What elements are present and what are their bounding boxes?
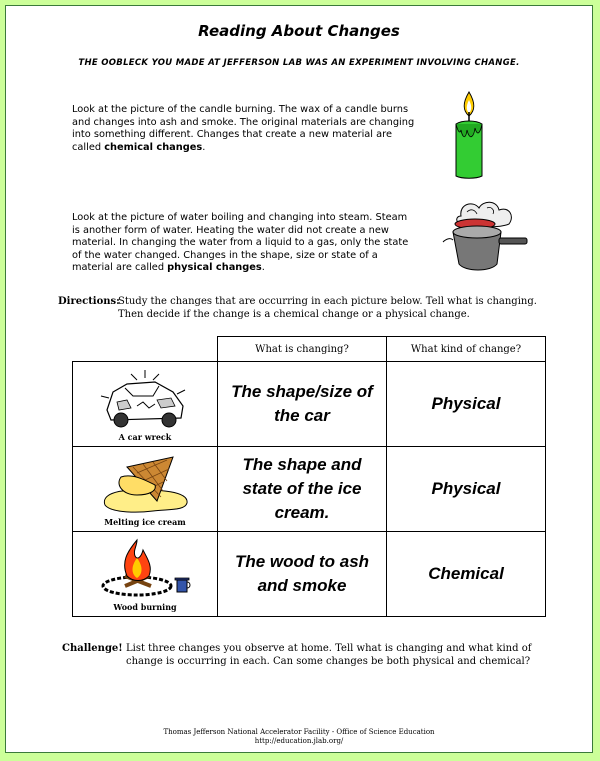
paragraph-physical-text: Look at the picture of water boiling and changing into steam. Steam is another form of water. Heating the water did not create a new material. In changing the water from a liquid to a gas, only the state of the water changed. Changes in the shape, size or state of a material are called (72, 212, 409, 273)
page-title: Reading About Changes (198, 22, 400, 40)
picture-caption: A car wreck (118, 432, 172, 442)
candle-icon (444, 90, 494, 180)
paragraph-chemical-end: . (202, 141, 206, 153)
what-is-changing-cell: The wood to ash and smoke (218, 532, 387, 617)
worksheet-page (5, 5, 593, 753)
footer-org: Thomas Jefferson National Accelerator Facility - Office of Science Education (163, 728, 435, 736)
picture-caption: Melting ice cream (104, 517, 186, 527)
campfire-icon (97, 536, 193, 600)
table-row (73, 447, 546, 532)
term-physical-changes: physical changes (167, 262, 262, 273)
melting-ice-cream-icon (97, 451, 193, 515)
footer-url[interactable]: http://education.jlab.org/ (254, 737, 344, 745)
kind-of-change-cell: Chemical (387, 532, 546, 617)
directions-label: Directions: (58, 296, 120, 307)
table-header-what: What is changing? (218, 337, 387, 362)
term-chemical-changes: chemical changes (104, 141, 203, 153)
table-row (73, 362, 546, 447)
paragraph-chemical-text: Look at the picture of the candle burning. The wax of a candle burns and changes into ash and smoke. The original materials are changing into something different. Changes that create a new material are called (72, 104, 415, 153)
what-is-changing-cell: The shape/size of the car (218, 362, 387, 447)
page-subtitle: THE OOBLECK YOU MADE AT JEFFERSON LAB WAS AN EXPERIMENT INVOLVING CHANGE. (78, 58, 520, 68)
table-row (73, 532, 546, 617)
car-wreck-icon (97, 366, 193, 430)
challenge-text: List three changes you observe at home. Tell what is changing and what kind of change is occurring in each. Can some changes be both physical and chemical? (126, 643, 532, 667)
table-header-kind: What kind of change? (387, 337, 546, 362)
paragraph-physical (72, 212, 417, 275)
picture-caption: Wood burning (113, 602, 177, 612)
kind-of-change-cell: Physical (387, 362, 546, 447)
directions-text: Study the changes that are occurring in each picture below. Tell what is changing. Then decide if the change is a chemical change or a physical change. (118, 296, 537, 320)
table-header-blank (73, 337, 218, 362)
boiling-pot-icon (431, 198, 531, 278)
footer (6, 728, 592, 746)
challenge-label: Challenge! (62, 643, 123, 654)
what-is-changing-cell: The shape and state of the ice cream. (218, 447, 387, 532)
kind-of-change-cell: Physical (387, 447, 546, 532)
changes-table (72, 336, 546, 617)
picture-cell (73, 447, 218, 532)
paragraph-chemical (72, 104, 417, 154)
picture-cell (73, 362, 218, 447)
paragraph-physical-end: . (261, 262, 265, 273)
picture-cell (73, 532, 218, 617)
table-header-row (73, 337, 546, 362)
